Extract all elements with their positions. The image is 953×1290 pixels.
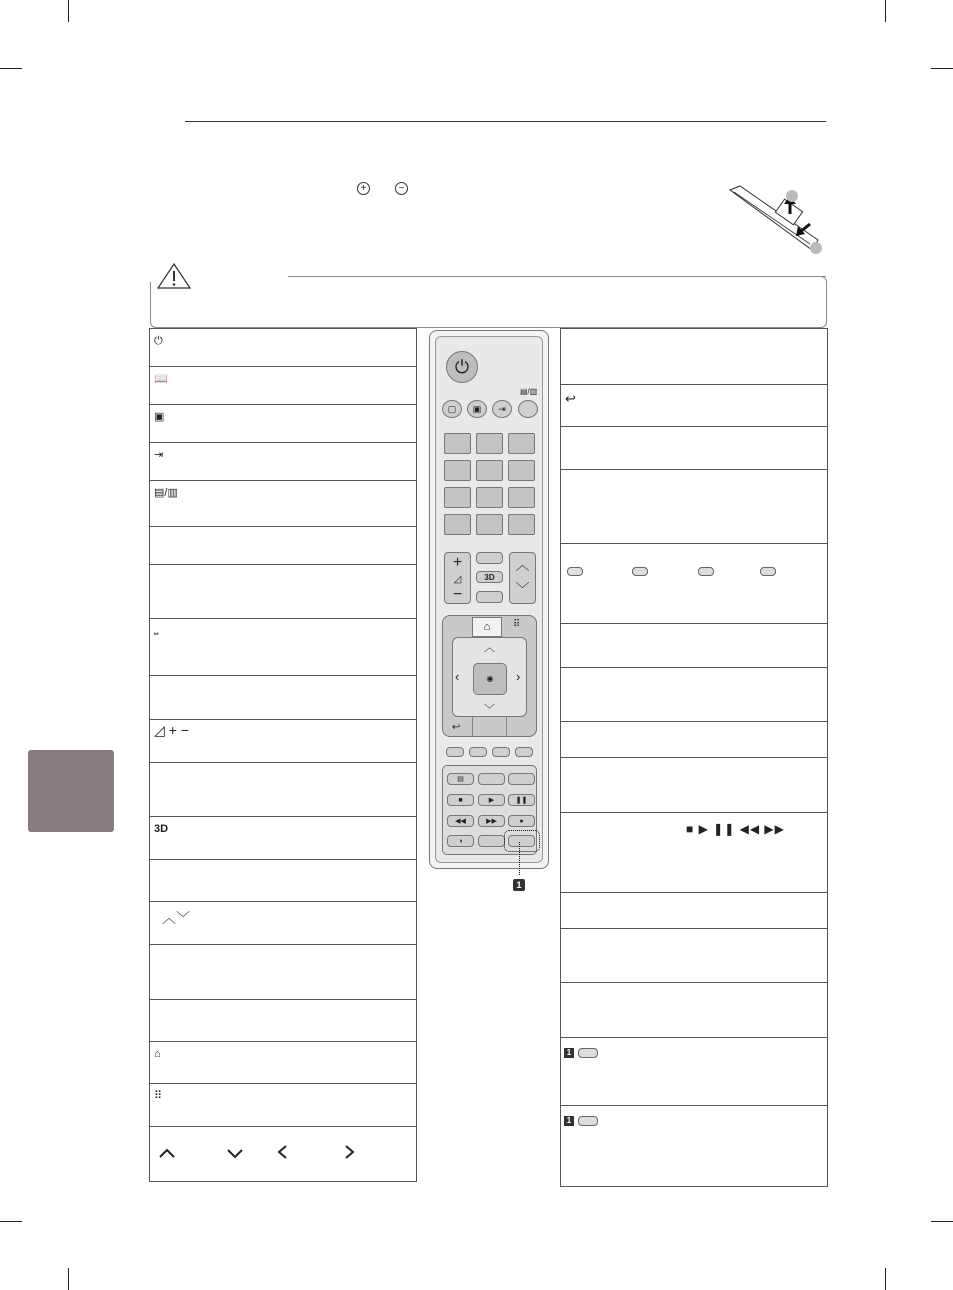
row-playback — [561, 813, 827, 893]
remote-channel-rocker[interactable]: ︿ ﹀ — [509, 552, 536, 604]
left-arrow-icon[interactable]: ‹ — [455, 669, 460, 684]
row-power — [150, 329, 416, 367]
channel-up-down-icon: ︿﹀ — [162, 910, 190, 926]
remote-ratio-button[interactable]: ▣ — [467, 400, 487, 418]
crop-mark — [885, 0, 886, 22]
caution-note-box — [150, 276, 827, 328]
down-arrow-icon[interactable]: ﹀ — [484, 704, 495, 716]
row-ratio — [150, 405, 416, 443]
plus-polarity-icon: + — [357, 182, 370, 195]
remote-pause-button[interactable]: ❚❚ — [508, 794, 535, 806]
remote-guide-button[interactable]: ▢ — [442, 400, 462, 418]
remote-tvrad-button[interactable] — [518, 400, 538, 418]
row-blank — [150, 945, 416, 1000]
row-blank — [561, 470, 827, 544]
remote-rewind-button[interactable]: ◀◀ — [447, 815, 474, 827]
remote-control-illustration — [429, 330, 549, 869]
remote-input-button[interactable]: ⇥ — [492, 400, 512, 418]
row-blank — [150, 565, 416, 619]
remote-forward-button[interactable]: ▶▶ — [478, 815, 505, 827]
space-bar-icon: ⎵ — [154, 623, 159, 635]
row-callout-a — [561, 1038, 827, 1106]
row-apps — [150, 1084, 416, 1127]
remote-number-button[interactable] — [476, 460, 503, 481]
callout-button-icon — [578, 1048, 598, 1058]
volume-plus-minus-icon: ◿ + − — [154, 722, 189, 738]
remote-small-button[interactable] — [508, 773, 535, 785]
callout-1-icon: 1 — [513, 879, 525, 891]
input-icon: ⇥ — [154, 449, 164, 461]
apps-grid-icon: ⠿ — [154, 1090, 163, 1102]
remote-power-button[interactable]: ⏻ — [446, 351, 478, 383]
tv-radio-icon: ▤/▥ — [520, 387, 538, 396]
navigation-arrows-icon — [156, 1143, 356, 1161]
language-side-tab — [28, 750, 114, 832]
row-back — [561, 385, 827, 427]
row-guide — [150, 367, 416, 405]
note-header-line — [288, 276, 826, 277]
crop-mark — [931, 68, 953, 69]
remote-number-button[interactable] — [476, 514, 503, 535]
ratio-screen-icon: ▣ — [154, 411, 165, 423]
guide-book-icon: 📖 — [154, 373, 168, 385]
callout-leader-line — [519, 842, 521, 875]
crop-mark — [68, 0, 69, 22]
pad-divider — [472, 717, 473, 737]
row-blank — [561, 893, 827, 929]
row-space — [150, 619, 416, 676]
remote-number-button[interactable] — [476, 433, 503, 454]
crop-mark — [885, 1268, 886, 1290]
3d-icon: 3D — [154, 823, 169, 835]
row-blank — [561, 329, 827, 385]
apps-grid-icon: ⠿ — [513, 619, 521, 630]
minus-polarity-icon: − — [395, 182, 408, 195]
row-input — [150, 443, 416, 481]
row-color-buttons — [561, 544, 827, 624]
row-channel — [150, 902, 416, 945]
row-blank — [561, 668, 827, 722]
row-blank — [150, 860, 416, 902]
row-blank — [561, 427, 827, 470]
remote-number-button[interactable] — [508, 487, 535, 508]
power-icon: ⏻ — [154, 335, 163, 347]
remote-red-button[interactable] — [446, 747, 464, 757]
remote-number-button[interactable] — [476, 487, 503, 508]
remote-small-button[interactable] — [478, 835, 505, 847]
row-callout-b — [561, 1106, 827, 1187]
playback-controls-icon: ■ ▶ ❚❚ ◀◀ ▶▶ — [686, 822, 785, 836]
remote-home-button[interactable]: ⌂ — [472, 617, 502, 637]
row-home — [150, 1042, 416, 1084]
remote-body — [435, 336, 543, 863]
remote-number-button[interactable] — [444, 514, 471, 535]
row-navigation — [150, 1127, 416, 1182]
right-button-table — [560, 328, 828, 1187]
caution-triangle-icon — [156, 262, 192, 290]
right-arrow-icon[interactable]: › — [516, 669, 521, 684]
remote-number-button[interactable] — [444, 487, 471, 508]
callout-1-icon: 1 — [564, 1116, 574, 1126]
up-arrow-icon[interactable]: ︿ — [484, 642, 495, 654]
row-volume — [150, 720, 416, 763]
remote-3d-button[interactable]: 3D — [476, 571, 503, 583]
callout-1-icon: 1 — [564, 1048, 574, 1058]
remote-small-button[interactable] — [478, 773, 505, 785]
crop-mark — [0, 68, 22, 69]
row-blank — [150, 1000, 416, 1042]
remote-stop-button[interactable]: ■ — [447, 794, 474, 806]
row-blank — [561, 758, 827, 813]
left-button-table — [149, 328, 417, 1182]
red-button-icon — [567, 567, 583, 576]
remote-number-button[interactable] — [508, 514, 535, 535]
header-rule — [185, 121, 826, 122]
tv-radio-icon: ▤/▥ — [154, 487, 178, 499]
remote-green-button[interactable] — [469, 747, 487, 757]
home-icon: ⌂ — [154, 1048, 161, 1060]
remote-number-button[interactable] — [508, 433, 535, 454]
back-arrow-icon: ↩ — [565, 391, 576, 406]
remote-text-button[interactable]: ▤ — [447, 773, 474, 785]
row-blank — [561, 983, 827, 1038]
remote-mute-button[interactable] — [476, 591, 503, 603]
crop-mark — [0, 1221, 22, 1222]
callout-button-icon — [578, 1116, 598, 1126]
back-arrow-icon: ↩ — [452, 722, 461, 733]
remote-number-button[interactable] — [508, 460, 535, 481]
row-blank — [561, 929, 827, 983]
row-blank — [150, 676, 416, 720]
row-tv-radio — [150, 481, 416, 527]
crop-mark — [931, 1221, 953, 1222]
blue-button-icon — [760, 567, 776, 576]
remote-volume-rocker[interactable]: + ◿ − — [444, 552, 471, 604]
remote-yellow-button[interactable] — [492, 747, 510, 757]
battery-cover-illustration-icon — [726, 184, 826, 258]
remote-small-button[interactable] — [476, 552, 503, 564]
row-3d — [150, 817, 416, 860]
remote-number-button[interactable] — [444, 460, 471, 481]
row-blank — [561, 722, 827, 758]
row-blank — [561, 624, 827, 668]
remote-info-button[interactable]: ◑ — [447, 835, 474, 847]
remote-number-button[interactable] — [444, 433, 471, 454]
remote-play-button[interactable]: ▶ — [478, 794, 505, 806]
row-blank — [150, 527, 416, 565]
pad-divider — [506, 717, 507, 737]
remote-record-button[interactable]: ● — [508, 815, 535, 827]
callout-highlight — [504, 830, 540, 852]
remote-ok-button[interactable]: ◉ — [473, 663, 507, 695]
crop-mark — [68, 1268, 69, 1290]
row-blank — [150, 763, 416, 817]
remote-blue-button[interactable] — [515, 747, 533, 757]
yellow-button-icon — [698, 567, 714, 576]
green-button-icon — [632, 567, 648, 576]
